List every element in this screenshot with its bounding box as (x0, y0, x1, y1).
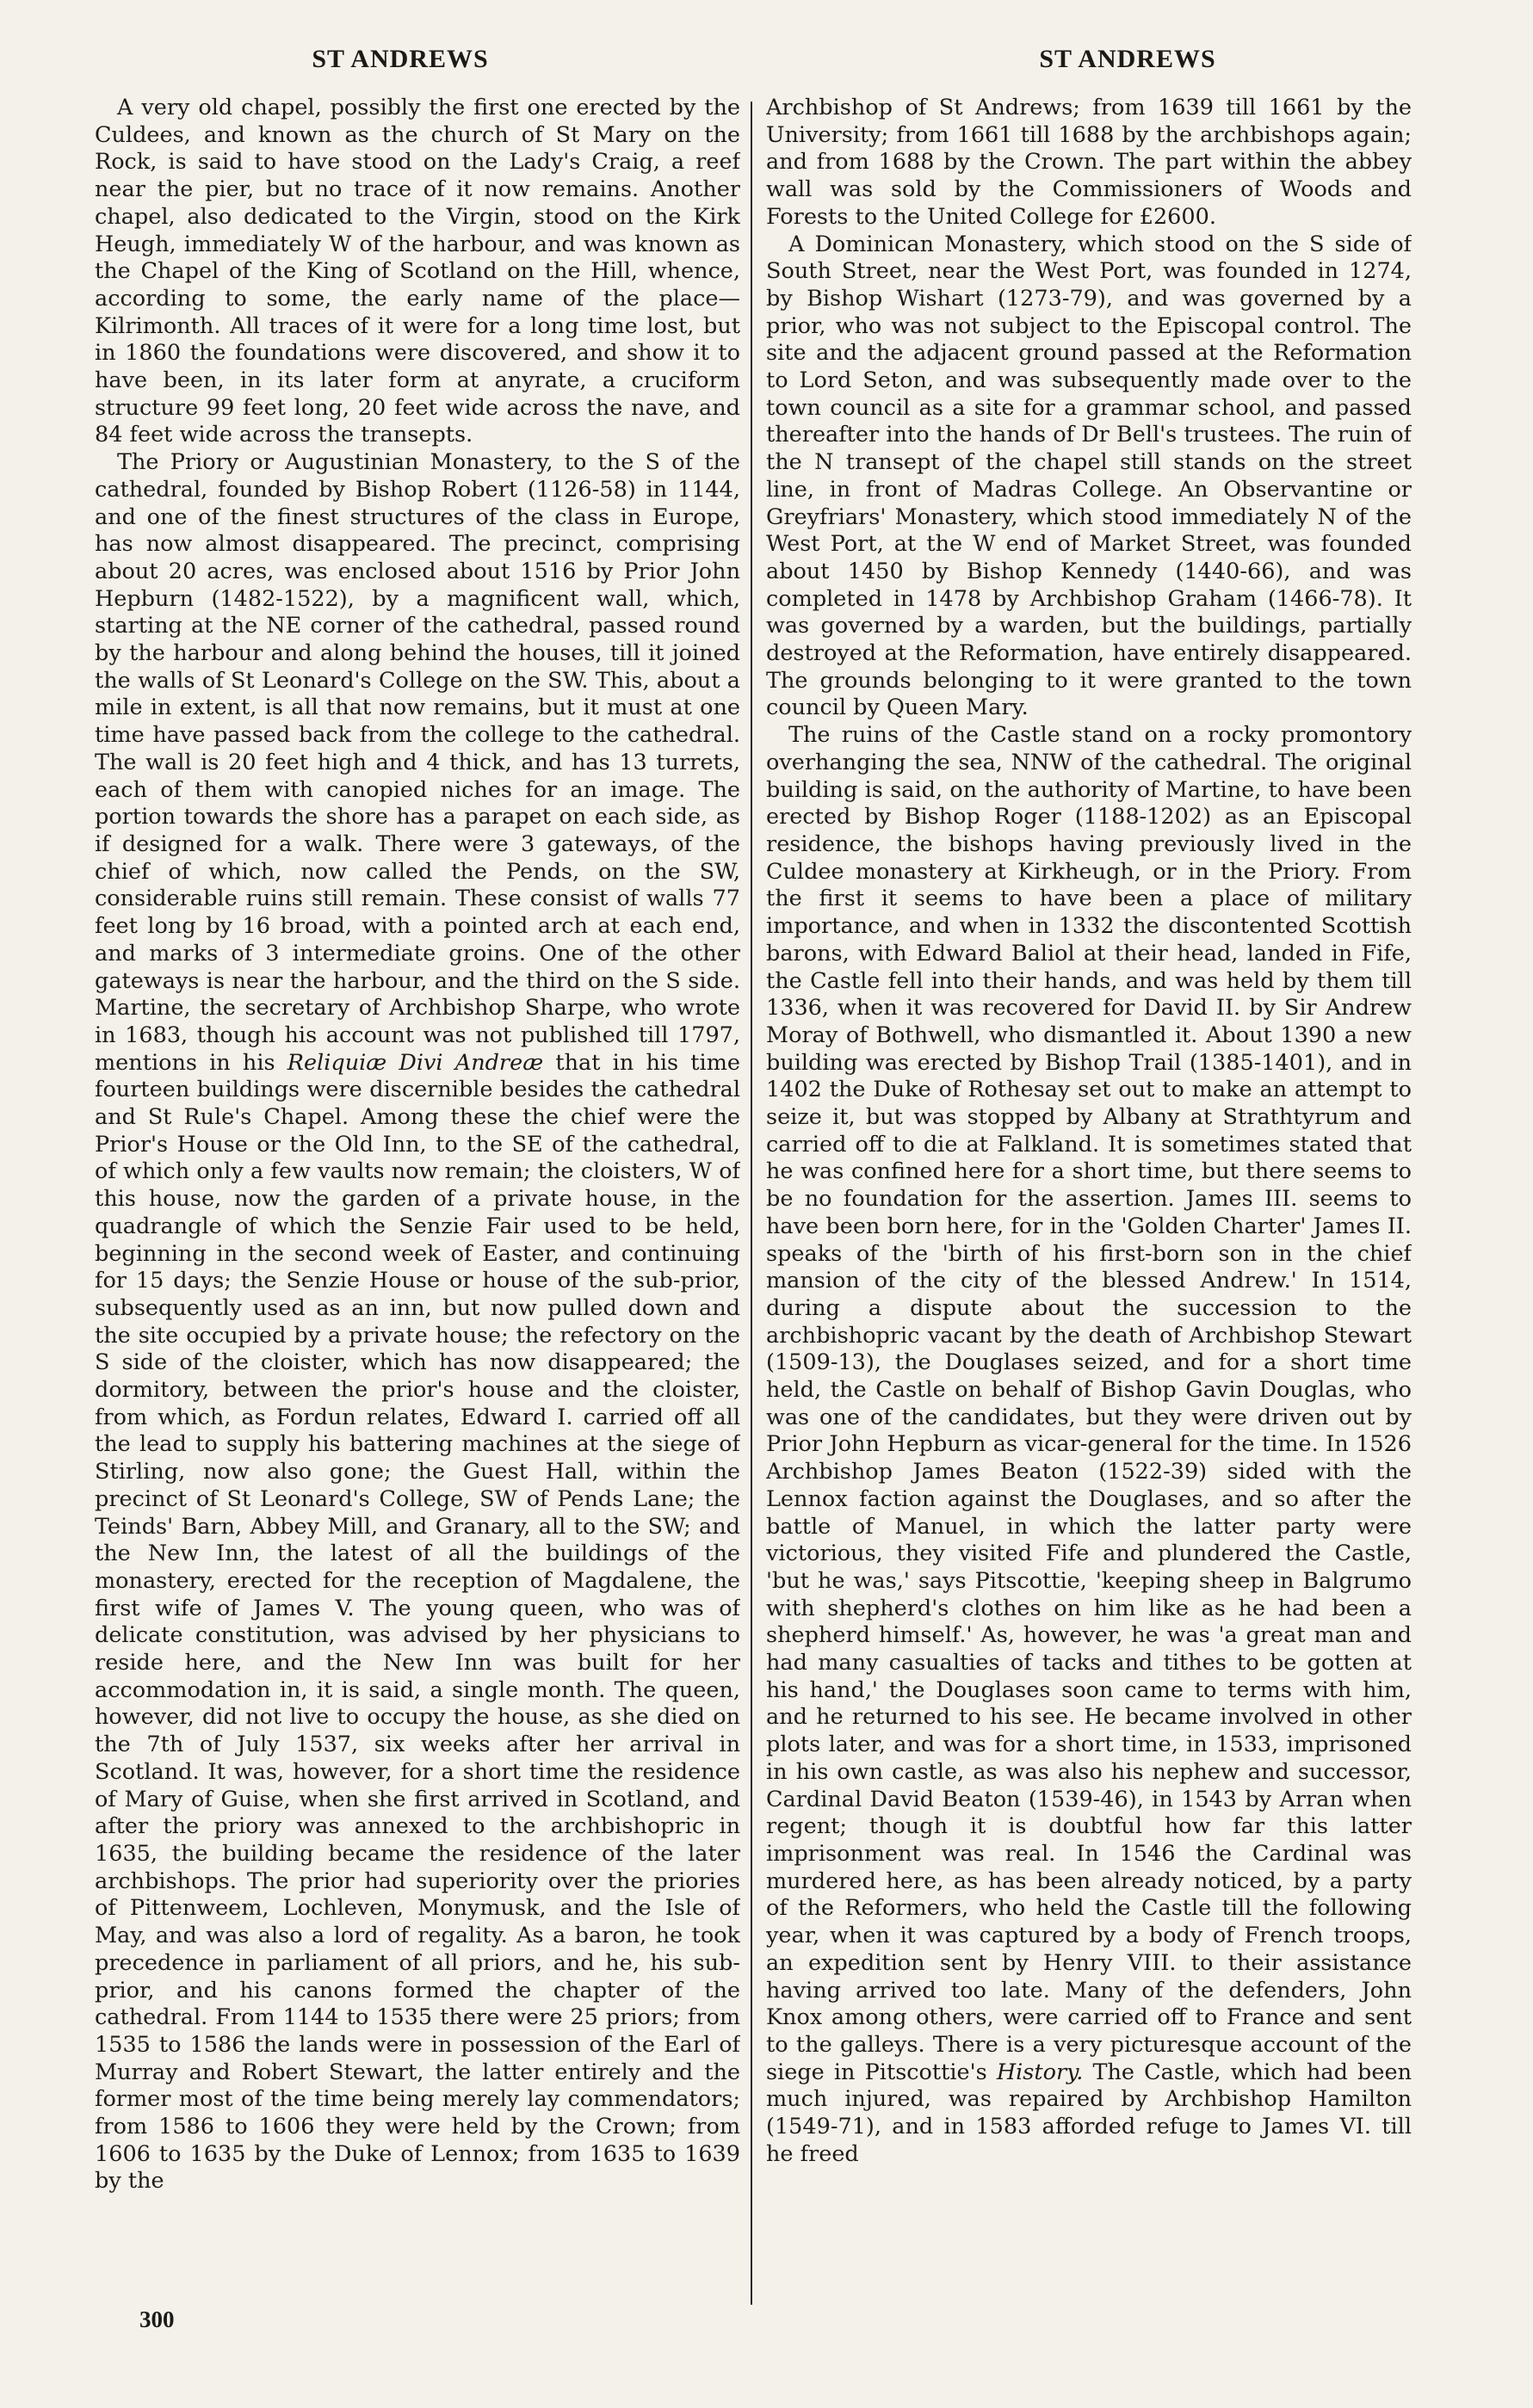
book-title-history: History. (996, 2059, 1084, 2085)
paragraph-monasteries: A Dominican Monastery, which stood on the S side of South Street, near the West Port, was founded in 1274, by Bishop Wishart (1273-79), and was governed by a prior, who was not subject to the Episcopal control. The site and the adjacent ground passed at the Reformation to Lord Seton, and was subsequently made over to the town council as a site for a grammar school, and passed thereafter into the hands of Dr Bell's trustees. The ruin of the N transept of the chapel still stands on the street line, in front of Madras College. An Observantine or Greyfriars' Monastery, which stood immediately N of the West Port, at the W end of Market Street, was founded about 1450 by Bishop Kennedy (1440-66), and was completed in 1478 by Archbishop Graham (1466-78). It was governed by a warden, but the buildings, partially destroyed at the Reformation, have entirely disappeared. The grounds belonging to it were granted to the town council by Queen Mary. (766, 231, 1412, 721)
castle-text-part2: The Castle, which had been much injured, was repaired by Archbishop Hamilton (1549-71), and in 1583 afforded refuge to James VI. till he freed (766, 2059, 1412, 2167)
running-header-right: ST ANDREWS (1039, 45, 1216, 73)
priory-text-part1: The Priory or Augustinian Monastery, to the S of the cathedral, founded by Bishop Robert (1126-58) in 1144, and one of the finest structures of the class in Europe, has now almost disappeared. The precinct, comprising about 20 acres, was enclosed about 1516 by Prior John Hepburn (1482-1522), by a magnificent wall, which, starting at the NE corner of the cathedral, passed round by the harbour and along behind the houses, till it joined the walls of St Leonard's College on the SW. This, about a mile in extent, is all that now remains, but it must at one time have passed back from the college to the cathedral. The wall is 20 feet high and 4 thick, and has 13 turrets, each of them with canopied niches for an image. The portion towards the shore has a parapet on each side, as if designed for a walk. There were 3 gateways, of the chief of which, now called the Pends, on the SW, considerable ruins still remain. These consist of walls 77 feet long by 16 broad, with a pointed arch at each end, and marks of 3 intermediate groins. One of the other gateways is near the harbour, and the third on the S side. Martine, the secretary of Archbishop Sharpe, who wrote in 1683, though his account was not published till 1797, mentions in his (95, 449, 740, 1076)
paragraph-castle (766, 722, 1412, 2168)
paragraph-chapels: A very old chapel, possibly the first one erected by the Culdees, and known as the church of St Mary on the Rock, is said to have stood on the Lady's Craig, a reef near the pier, but no trace of it now remains. Another chapel, also dedicated to the Virgin, stood on the Kirk Heugh, immediately W of the harbour, and was known as the Chapel of the King of Scotland on the Hill, whence, according to some, the early name of the place—Kilrimonth. All traces of it were for a long time lost, but in 1860 the foundations were discovered, and show it to have been, in its later form at anyrate, a cruciform structure 99 feet long, 20 feet wide across the nave, and 84 feet wide across the transepts. (95, 95, 740, 448)
right-column (766, 95, 1412, 2289)
paragraph-priory (95, 449, 740, 2195)
paragraph-continuation: Archbishop of St Andrews; from 1639 till 1661 by the University; from 1661 till 1688 by the archbishops again; and from 1688 by the Crown. The part within the abbey wall was sold by the Commissioners of Woods and Forests to the United College for £2600. (766, 95, 1412, 230)
left-column (95, 95, 740, 2289)
running-header-left: ST ANDREWS (312, 45, 489, 73)
priory-text-part2: that in his time fourteen buildings were discernible besides the cathedral and St Rule's Chapel. Among these the chief were the Prior's House or the Old Inn, to the SE of the cathedral, of which only a few vaults now remain; the cloisters, W of this house, now the garden of a private house, in the quadrangle of which the Senzie Fair used to be held, beginning in the second week of Easter, and continuing for 15 days; the Senzie House or house of the sub-prior, subsequently used as an inn, but now pulled down and the site occupied by a private house; the refectory on the S side of the cloister, which has now disappeared; the dormitory, between the prior's house and the cloister, from which, as Fordun relates, Edward I. carried off all the lead to supply his battering machines at the siege of Stirling, now also gone; the Guest Hall, within the precinct of St Leonard's College, SW of Pends Lane; the Teinds' Barn, Abbey Mill, and Granary, all to the SW; and the New Inn, the latest of all the buildings of the monastery, erected for the reception of Magdalene, the first wife of James V. The young queen, who was of delicate constitution, was advised by her physicians to reside here, and the New Inn was built for her accommodation in, it is said, a single month. The queen, however, did not live to occupy the house, as she died on the 7th of July 1537, six weeks after her arrival in Scotland. It was, however, for a short time the residence of Mary of Guise, when she first arrived in Scotland, and after the priory was annexed to the archbishopric in 1635, the building became the residence of the later archbishops. The prior had superiority over the priories of Pittenweem, Lochleven, Monymusk, and the Isle of May, and was also a lord of regality. As a baron, he took precedence in parliament of all priors, and he, his sub-prior, and his canons formed the chapter of the cathedral. From 1144 to 1535 there were 25 priors; from 1535 to 1586 the lands were in possession of the Earl of Murray and Robert Stewart, the latter entirely and the former most of the time being merely lay commendators; from 1586 to 1606 they were held by the Crown; from 1606 to 1635 by the Duke of Lennox; from 1635 to 1639 by the (95, 1049, 740, 2195)
book-title-reliquiae: Reliquiæ Divi Andreæ (287, 1049, 544, 1076)
page-number: 300 (139, 2306, 175, 2332)
column-divider (751, 102, 752, 2305)
castle-text-part1: The ruins of the Castle stand on a rocky promontory overhanging the sea, NNW of the cathedral. The original building is said, on the authority of Martine, to have been erected by Bishop Roger (1188-1202) as an Episcopal residence, the bishops having previously lived in the Culdee monastery at Kirkheugh, or in the Priory. From the first it seems to have been a place of military importance, and when in 1332 the discontented Scottish barons, with Edward Baliol at their head, landed in Fife, the Castle fell into their hands, and was held by them till 1336, when it was recovered for David II. by Sir Andrew Moray of Bothwell, who dismantled it. About 1390 a new building was erected by Bishop Trail (1385-1401), and in 1402 the Duke of Rothesay set out to make an attempt to seize it, but was stopped by Albany at Strathtyrum and carried off to die at Falkland. It is sometimes stated that he was confined here for a short time, but there seems to be no foundation for the assertion. James III. seems to have been born here, for in the 'Golden Charter' James II. speaks of the 'birth of his first-born son in the chief mansion of the city of the blessed Andrew.' In 1514, during a dispute about the succession to the archbishopric vacant by the death of Archbishop Stewart (1509-13), the Douglases seized, and for a short time held, the Castle on behalf of Bishop Gavin Douglas, who was one of the candidates, but they were driven out by Prior John Hepburn as vicar-general for the time. In 1526 Archbishop James Beaton (1522-39) sided with the Lennox faction against the Douglases, and so after the battle of Manuel, in which the latter party were victorious, they visited Fife and plundered the Castle, 'but he was,' says Pitscottie, 'keeping sheep in Balgrumo with shepherd's clothes on him like as he had been a shepherd himself.' As, however, he was 'a great man and had many casualties of tacks and tithes to be gotten at his hand,' the Douglases soon came to terms with him, and he returned to his see. He became involved in other plots later, and was for a short time, in 1533, imprisoned in his own castle, as was also his nephew and successor, Cardinal David Beaton (1539-46), in 1543 by Arran when regent; though it is doubtful how far this latter imprisonment was real. In 1546 the Cardinal was murdered here, as has been already noticed, by a party of the Reformers, who held the Castle till the following year, when it was captured by a body of French troops, an expedition sent by Henry VIII. to their assistance having arrived too late. Many of the defenders, John Knox among others, were carried off to France and sent to the galleys. There is a very picturesque account of the siege in Pitscottie's (766, 722, 1412, 2085)
